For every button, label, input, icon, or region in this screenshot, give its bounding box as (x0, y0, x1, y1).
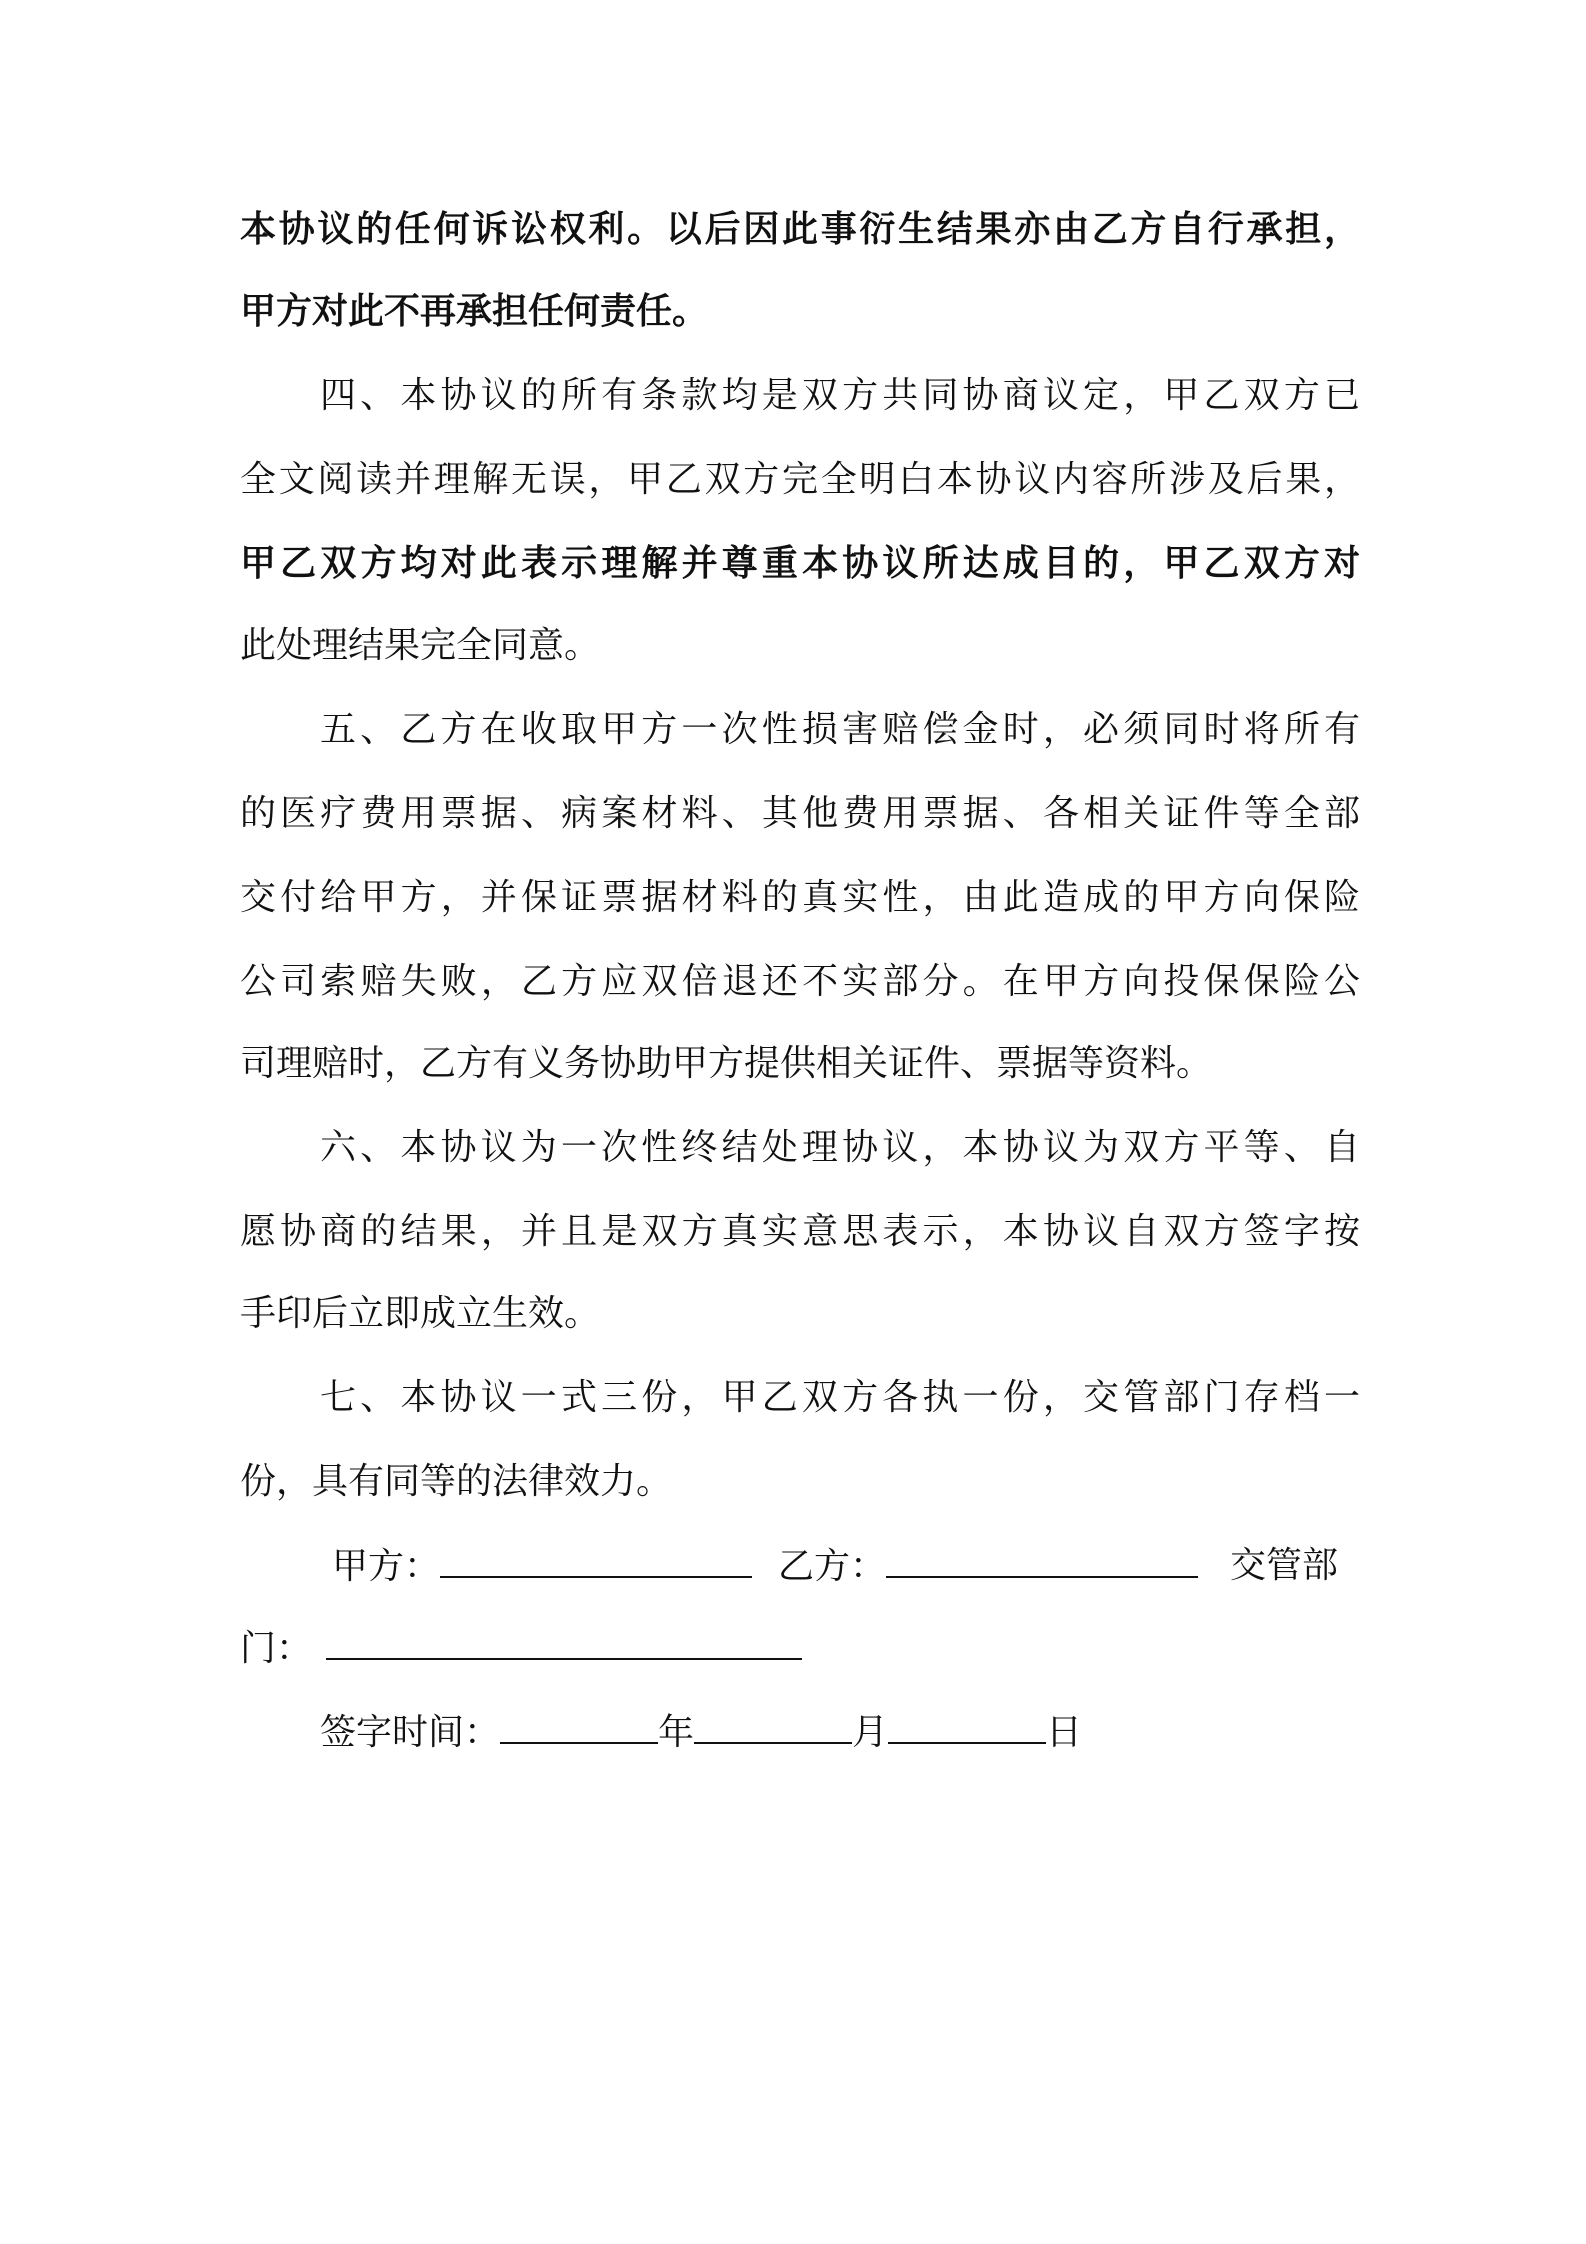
party-a-signature (332, 1542, 752, 1590)
party-a-blank[interactable] (440, 1542, 752, 1578)
paragraph-4-line-3: 甲乙双方均对此表示理解并尊重本协议所达成目的，甲乙双方对 (240, 543, 1360, 584)
sign-time-label: 签字时间： (320, 1712, 501, 1753)
month-blank[interactable] (694, 1708, 852, 1744)
month-label: 月 (852, 1712, 889, 1753)
party-b-signature (778, 1542, 1198, 1590)
paragraph-5-line-3: 交付给甲方，并保证票据材料的真实性，由此造成的甲方向保险 (240, 877, 1360, 918)
party-b-blank[interactable] (886, 1542, 1198, 1578)
year-blank[interactable] (500, 1708, 658, 1744)
paragraph-3-line-1: 本协议的任何诉讼权利。以后因此事衍生结果亦由乙方自行承担， (240, 209, 1360, 250)
day-blank[interactable] (888, 1708, 1046, 1744)
paragraph-7-line-2: 份，具有同等的法律效力。 (240, 1461, 673, 1502)
paragraph-6-line-2: 愿协商的结果，并且是双方真实意思表示，本协议自双方签字按 (240, 1211, 1360, 1252)
paragraph-4-line-2: 全文阅读并理解无误，甲乙双方完全明白本协议内容所涉及后果， (240, 459, 1360, 500)
paragraph-5-line-5: 司理赔时，乙方有义务协助甲方提供相关证件、票据等资料。 (240, 1043, 1213, 1084)
paragraph-5-line-2: 的医疗费用票据、病案材料、其他费用票据、各相关证件等全部 (240, 793, 1360, 834)
day-label: 日 (1046, 1712, 1083, 1753)
traffic-dept-label-part2: 门： (240, 1628, 313, 1669)
paragraph-3-line-2: 甲方对此不再承担任何责任。 (240, 291, 709, 332)
paragraph-7-line-1: 七、本协议一式三份，甲乙双方各执一份，交管部门存档一 (320, 1377, 1360, 1418)
traffic-dept-signature (240, 1624, 802, 1672)
party-b-label: 乙方： (778, 1546, 887, 1587)
paragraph-6-line-1: 六、本协议为一次性终结处理协议，本协议为双方平等、自 (320, 1127, 1360, 1168)
paragraph-4-line-1: 四、本协议的所有条款均是双方共同协商议定，甲乙双方已 (320, 375, 1360, 416)
paragraph-5-line-1: 五、乙方在收取甲方一次性损害赔偿金时，必须同时将所有 (320, 709, 1360, 750)
party-a-label: 甲方： (332, 1546, 441, 1587)
sign-time-row (320, 1708, 1082, 1756)
paragraph-6-line-3: 手印后立即成立生效。 (240, 1293, 601, 1334)
year-label: 年 (658, 1712, 695, 1753)
traffic-dept-label-part1: 交管部 (1230, 1545, 1339, 1586)
paragraph-4-line-4: 此处理结果完全同意。 (240, 625, 601, 666)
paragraph-5-line-4: 公司索赔失败，乙方应双倍退还不实部分。在甲方向投保保险公 (240, 961, 1360, 1002)
traffic-dept-blank[interactable] (326, 1624, 802, 1660)
